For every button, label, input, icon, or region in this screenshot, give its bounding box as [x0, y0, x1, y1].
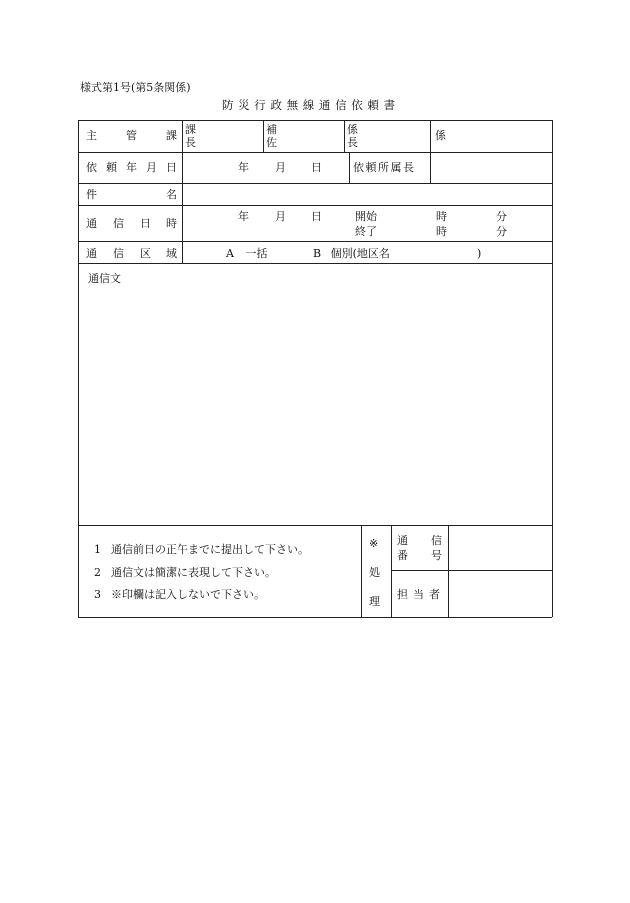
year-unit: 年: [238, 210, 249, 223]
label-char: 日: [140, 217, 151, 230]
stamp-unit-chief-top: 係: [347, 123, 358, 136]
label-char: 年: [126, 161, 137, 174]
note-number: 2: [94, 566, 101, 579]
requester-field[interactable]: [431, 153, 551, 182]
label-char: 課: [166, 129, 177, 142]
label-char: 名: [166, 188, 177, 201]
note-text: ※印欄は記入しないで下さい。: [111, 588, 265, 601]
end-label: 終了: [355, 225, 377, 238]
note-number: 3: [94, 588, 101, 601]
label-char: 月: [146, 161, 157, 174]
form-number: 様式第1号(第5条関係): [80, 81, 191, 94]
label-char: 日: [166, 161, 177, 174]
stamp-box-unit-chief[interactable]: [360, 121, 429, 151]
stamp-section-chief-bottom: 長: [185, 136, 196, 149]
processing-char: 理: [369, 595, 380, 608]
minute-unit: 分: [496, 225, 507, 238]
label-char: 件: [86, 188, 97, 201]
stamp-unit-chief-bottom: 長: [347, 136, 358, 149]
area-option-individual[interactable]: B 個別(地区名: [313, 247, 390, 260]
area-option-all[interactable]: A 一括: [226, 247, 268, 260]
district-name-field[interactable]: [396, 244, 474, 261]
label-char: 頼: [106, 161, 117, 174]
start-label: 開始: [355, 210, 377, 223]
stamp-box-assistant[interactable]: [278, 121, 343, 151]
note-text: 通信文は簡潔に表現して下さい。: [111, 566, 276, 579]
hour-unit: 時: [436, 210, 447, 223]
label-char: 管: [126, 129, 137, 142]
label-char: 時: [166, 217, 177, 230]
page-title: 防 災 行 政 無 線 通 信 依 頼 書: [222, 98, 396, 112]
label-char: 区: [140, 247, 151, 260]
processing-char: 処: [369, 566, 380, 579]
label-char: 通: [86, 217, 97, 230]
stamp-staff: 係: [435, 129, 446, 142]
year-unit: 年: [238, 161, 249, 174]
note-number: 1: [94, 543, 101, 556]
person-in-charge-label: 担当者: [397, 588, 445, 601]
stamp-box-section-chief[interactable]: [196, 121, 262, 151]
person-in-charge-field[interactable]: [449, 571, 551, 616]
message-label: 通信文: [88, 272, 121, 285]
day-unit: 日: [311, 210, 322, 223]
comm-number-label-char: 信: [431, 534, 442, 547]
subject-field[interactable]: [183, 184, 551, 204]
month-unit: 月: [275, 210, 286, 223]
label-char: 域: [166, 247, 177, 260]
label-char: 信: [113, 247, 124, 260]
stamp-assistant-top: 補: [266, 123, 277, 136]
day-unit: 日: [311, 161, 322, 174]
hour-unit: 時: [436, 225, 447, 238]
requester-label: 依頼所属長: [353, 161, 416, 174]
label-char: 主: [86, 129, 97, 142]
comm-number-label-char: 通: [397, 534, 408, 547]
label-char: 依: [86, 161, 97, 174]
request-date-field[interactable]: [183, 153, 348, 182]
stamp-box-staff[interactable]: [448, 121, 551, 151]
label-char: 信: [113, 217, 124, 230]
message-textarea[interactable]: [79, 288, 551, 524]
comm-number-field[interactable]: [449, 526, 551, 569]
month-unit: 月: [275, 161, 286, 174]
minute-unit: 分: [496, 210, 507, 223]
close-paren: ): [477, 247, 482, 260]
stamp-assistant-bottom: 佐: [266, 136, 277, 149]
processing-mark: ※: [369, 537, 379, 550]
stamp-section-chief-top: 課: [185, 123, 196, 136]
comm-number-label-char: 号: [431, 549, 442, 562]
note-text: 通信前日の正午までに提出して下さい。: [111, 543, 309, 556]
comm-number-label-char: 番: [397, 549, 408, 562]
label-char: 通: [86, 247, 97, 260]
